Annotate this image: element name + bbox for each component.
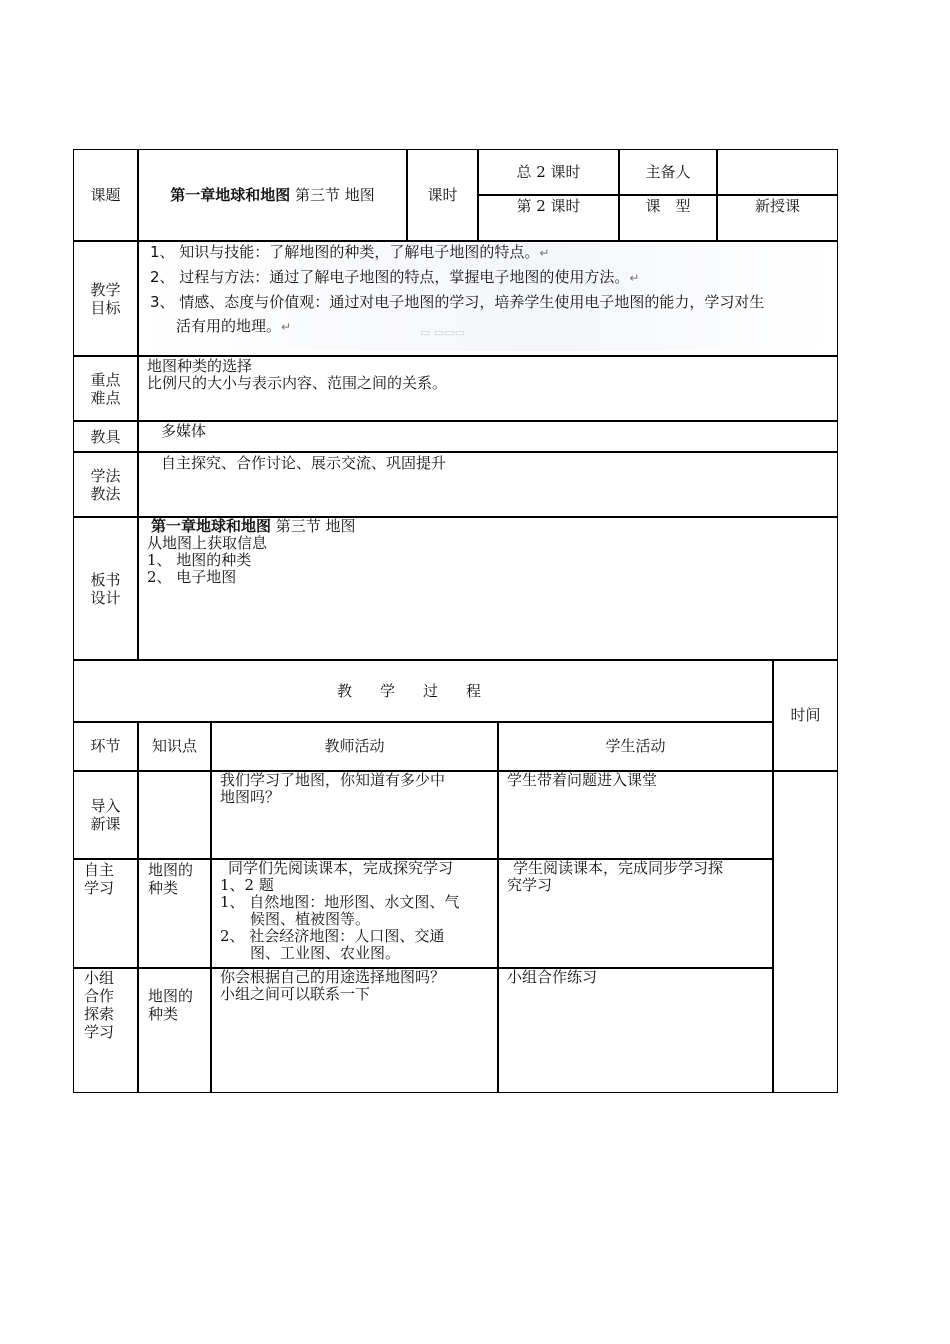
- total-periods-cell: [478, 149, 619, 195]
- table-row-1-knowledge: [138, 771, 211, 859]
- goals-label-cell: [73, 241, 138, 356]
- board-line-2: 1、 地图的种类: [147, 551, 252, 569]
- lesson-label: 课题: [90, 186, 121, 204]
- lesson-title-rest: 第三节 地图: [290, 185, 375, 204]
- board-title-bold: 第一章地球和地图: [151, 517, 272, 535]
- preparer-label-cell: [619, 149, 717, 195]
- type-value-cell: [717, 195, 838, 241]
- methods-content-cell: [138, 452, 838, 517]
- tools-value: 多媒体: [161, 422, 207, 440]
- lesson-title: [170, 187, 375, 204]
- goal-item-4: 活有用的地理。↵: [176, 317, 292, 335]
- board-title: [147, 518, 837, 535]
- period-label: 课时: [427, 186, 458, 204]
- lesson-label-cell: [73, 149, 138, 241]
- preparer-label: 主备人: [645, 162, 691, 181]
- table-row-2-knowledge: 地图的种类: [138, 859, 211, 968]
- time-label: 时间: [790, 706, 821, 724]
- board-label: 板书设计: [90, 570, 121, 607]
- col-header-student: 学生活动: [498, 722, 773, 771]
- table-row-2-stage: 自主学习: [73, 859, 138, 968]
- col-header-knowledge: 知识点: [138, 722, 211, 771]
- keypoints-content-cell: [138, 356, 838, 421]
- table-row-3-stage: 小组合作探索学习: [73, 968, 138, 1093]
- lesson-title-cell: [138, 149, 407, 241]
- goal-item-3: 3、 情感、态度与价值观：通过对电子地图的学习，培养学生使用电子地图的能力，学习对生: [150, 293, 765, 311]
- type-label: 课 型: [645, 197, 691, 215]
- process-title-cell: [73, 660, 773, 722]
- goal-item-2: 2、 过程与方法：通过了解电子地图的特点，掌握电子地图的使用方法。↵: [150, 268, 640, 286]
- board-line-3: 2、 电子地图: [147, 568, 237, 586]
- table-row-3-knowledge: 地图的种类: [138, 968, 211, 1093]
- col-header-stage: 环节: [73, 722, 138, 771]
- total-periods: 总 2 课时: [516, 162, 581, 181]
- tools-label-cell: [73, 421, 138, 452]
- table-row-1-teacher: 我们学习了地图，你知道有多少中 地图吗？: [211, 771, 498, 859]
- table-row-2-teacher: 同学们先阅读课本，完成探究学习 1、2 题 1、 自然地图：地形图、水文图、气 候图、植被图等。 2、 社会经济地图：人口图、交通 图、工业图、农业图。: [211, 859, 498, 968]
- board-line-1: 从地图上获取信息: [147, 534, 268, 552]
- board-label-cell: [73, 517, 138, 660]
- watermark-logo: ▭ ▭▭▭: [420, 326, 466, 339]
- table-row-1-stage: 导入新课: [73, 771, 138, 859]
- board-title-rest: 第三节 地图: [271, 517, 356, 535]
- methods-label-cell: [73, 452, 138, 517]
- table-row-1-student: 学生带着问题进入课堂: [498, 771, 773, 859]
- tools-label: 教具: [90, 427, 121, 446]
- preparer-value-cell: [717, 149, 838, 195]
- board-content-cell: [138, 517, 838, 660]
- type-label-cell: [619, 195, 717, 241]
- period-label-cell: [407, 149, 478, 241]
- table-row-3-student: 小组合作练习: [498, 968, 773, 1093]
- keypoint-line-2: 比例尺的大小与表示内容、范围之间的关系。: [147, 374, 448, 392]
- time-label-cell: [773, 660, 838, 771]
- type-value: 新授课: [754, 197, 800, 215]
- keypoints-label: 重点难点: [90, 370, 121, 407]
- table-row-3-teacher: 你会根据自己的用途选择地图吗？ 小组之间可以联系一下: [211, 968, 498, 1093]
- process-title: 教学过程: [336, 681, 509, 700]
- keypoint-line-1: 地图种类的选择: [147, 357, 253, 375]
- this-period-cell: [478, 195, 619, 241]
- goal-item-1: 1、 知识与技能：了解地图的种类，了解电子地图的特点。↵: [150, 243, 550, 261]
- col-header-teacher: 教师活动: [211, 722, 498, 771]
- lesson-title-bold: 第一章地球和地图: [170, 185, 291, 204]
- table-row-2-student: 学生阅读课本，完成同步学习探 究学习: [498, 859, 773, 968]
- this-period: 第 2 课时: [516, 197, 581, 215]
- methods-label: 学法教法: [90, 466, 121, 503]
- tools-content-cell: [138, 421, 838, 452]
- goals-label: 教学目标: [90, 280, 121, 317]
- keypoints-label-cell: [73, 356, 138, 421]
- methods-value: 自主探究、合作讨论、展示交流、巩固提升: [161, 454, 447, 472]
- time-column: [773, 771, 838, 1093]
- goals-list: [150, 240, 830, 339]
